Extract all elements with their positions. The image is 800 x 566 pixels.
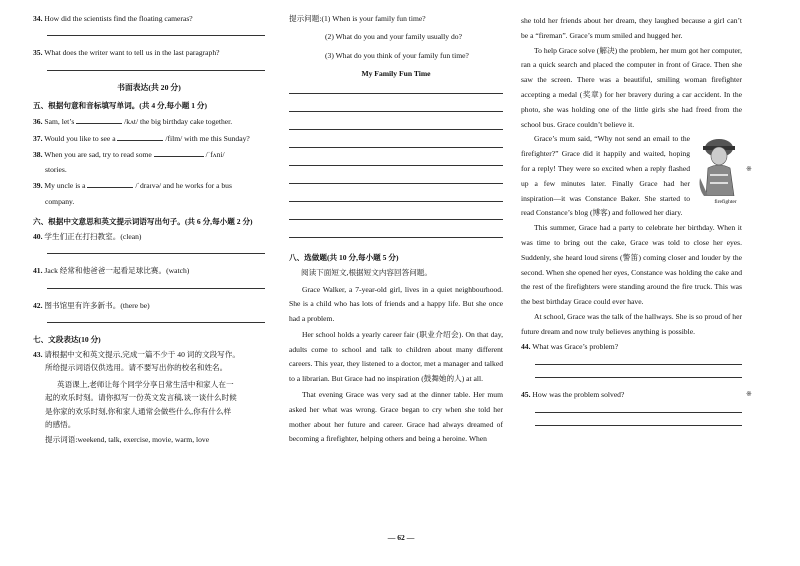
hint-question-2: (2) What do you and your family usually do? — [325, 32, 462, 42]
passage-paragraph: At school, Grace was the talk of the hallways. She is so proud of her future dream and now truly believes anything is possible. — [521, 311, 742, 336]
para-line: 的感悟。 — [45, 420, 76, 430]
section-5-heading: 五、根据句意和音标填写单词。(共 4 分,每小题 1 分) — [33, 101, 208, 111]
question-text-pre: Would you like to see a — [44, 133, 116, 143]
question-text: How was the problem solved? — [532, 389, 625, 399]
question-number: 40. — [33, 232, 43, 242]
question-number: 41. — [33, 266, 43, 276]
question-43-para — [33, 378, 265, 433]
section-6-heading: 六、根据中文意思和英文提示词语写出句子。(共 6 分,每小题 2 分) — [33, 216, 253, 226]
question-37 — [33, 134, 265, 144]
question-number: 43. — [33, 350, 43, 360]
question-text-pre: My uncle is a — [44, 181, 86, 191]
question-43-hint-words: 提示词语:weekend, talk, exercise, movie, warm, love — [45, 435, 210, 445]
question-text-post: /film/ with me this Sunday? — [165, 133, 250, 143]
essay-line[interactable] — [289, 129, 503, 130]
essay-title: My Family Fun Time — [361, 68, 431, 78]
question-number: 36. — [33, 117, 43, 127]
question-44 — [521, 342, 742, 352]
section-8-heading: 八、选做题(共 10 分,每小题 5 分) — [289, 253, 399, 262]
question-39 — [33, 181, 265, 191]
question-39-cont: company. — [45, 196, 75, 206]
essay-lines — [289, 93, 503, 238]
passage-paragraph: This summer, Grace had a party to celebrate her birthday. When it was time to bring out the cake, Grace was told to close her eyes. Suddenly, she heard loud sirens (警笛) coming closer and louder by the second. When she opened her eyes, Constance was holding the cake and the rest of the firefighters were standing around the fire truck. This was the best birthday Grace could ever have. — [521, 223, 742, 307]
question-text-post: /ˈdraɪvə/ and he works for a bus — [135, 181, 232, 191]
page-number: — 62 — — [387, 533, 415, 542]
passage-paragraph: she told her friends about her dream, they laughed because a girl can’t be a “fireman”. Grace’s mum smiled and hugged her. — [521, 16, 742, 40]
passage-paragraph-with-picture — [521, 132, 742, 221]
question-text: Jack 经常和他爸爸一起看足球比赛。(watch) — [44, 266, 190, 276]
picture-caption: firefighter — [714, 199, 737, 206]
firefighter-icon — [696, 134, 742, 196]
question-40 — [33, 232, 265, 242]
question-text: 学生们正在打扫教室。(clean) — [44, 232, 142, 242]
passage-paragraph: That evening Grace was very sad at the dinner table. Her mum asked her what was wrong. Grace began to cry when she told her mother about her future and career. Grace had always dreamed of becoming a firefighter, helping others and being a heroine. When — [289, 390, 503, 444]
question-38-cont: stories. — [45, 165, 67, 175]
fill-blank-39[interactable] — [87, 182, 133, 188]
hint-text: (1) When is your family fun time? — [321, 14, 426, 23]
question-number: 44. — [521, 341, 531, 351]
question-text: What does the writer want to tell us in the last paragraph? — [44, 48, 220, 58]
essay-line[interactable] — [289, 93, 503, 94]
para-line: 是你家的欢乐时刻,你和家人通常会做些什么,你有什么样 — [45, 406, 232, 416]
essay-line[interactable] — [289, 165, 503, 166]
margin-mark: ※ — [746, 165, 752, 173]
question-number: 45. — [521, 389, 531, 399]
answer-line-44[interactable] — [535, 377, 742, 378]
question-text-pre: When you are sad, try to read some — [44, 149, 152, 159]
passage-paragraph: Her school holds a yearly career fair (职业介绍会). On that day, adults come to school and talk to children about many different careers. This year, they listened to a doctor, met a manager and talked to a librarian. But Grace had no inspiration (鼓舞她的人) at all. — [289, 329, 503, 384]
question-text-post: /kʌt/ the big birthday cake together. — [124, 117, 233, 127]
question-35 — [33, 48, 265, 58]
firefighter-illustration — [696, 134, 742, 204]
essay-line[interactable] — [289, 111, 503, 112]
left-column — [33, 14, 265, 445]
answer-line-41[interactable] — [47, 288, 265, 289]
passage-paragraph: Grace Walker, a 7-year-old girl, lives in a quiet neighbourhood. She is a child who has lots of friends and a happy life. But she once had a problem. — [289, 284, 503, 324]
section-7-heading: 七、文段表达(10 分) — [33, 334, 101, 344]
question-43-line2: 所给提示词语仅供选用。请不要写出你的校名和姓名。 — [45, 363, 228, 373]
essay-line[interactable] — [289, 183, 503, 184]
question-number: 39. — [33, 181, 43, 191]
hint-question-3: (3) What do you think of your family fun time? — [325, 50, 469, 60]
question-text: 请根据中文和英文提示,完成一篇不少于 40 词的文段写作。 — [44, 350, 240, 360]
hint-label: 提示问题: — [289, 14, 322, 23]
margin-mark: ※ — [746, 390, 752, 398]
reading-instruction: 阅读下面短文,根据短文内容回答问题。 — [301, 268, 432, 278]
essay-line[interactable] — [289, 237, 503, 238]
question-38 — [33, 150, 265, 160]
right-column — [521, 14, 742, 438]
middle-column — [289, 14, 503, 448]
question-42 — [33, 301, 265, 311]
writing-section-title: 书面表达(共 20 分) — [117, 82, 181, 92]
para-line: 起的欢乐时刻。请你拟写一份英文发言稿,谈一谈什么时候 — [45, 393, 237, 403]
answer-line-40[interactable] — [47, 253, 265, 254]
question-45 — [521, 390, 742, 400]
question-text: How did the scientists find the floating cameras? — [44, 14, 193, 23]
question-text: 图书馆里有许多新书。(there be) — [44, 300, 150, 310]
fill-blank-37[interactable] — [117, 135, 163, 141]
question-36 — [33, 117, 265, 127]
answer-line-35[interactable] — [47, 70, 265, 71]
question-number: 42. — [33, 300, 43, 310]
hint-question-1 — [289, 14, 503, 24]
passage-paragraph: To help Grace solve (解决) the problem, her mum got her computer, ran a quick search and placed the computer in front of Grace. Then she saw the screen. There was a beautiful, smiling woman firefighter accepting a medal (奖章) for her bravery during a car accident. In the photo, she was holding one of the little girls she had freed from the school bus. Grace couldn’t believe it. — [521, 45, 742, 129]
question-number: 34. — [33, 14, 43, 23]
question-34 — [33, 14, 265, 24]
answer-line-44[interactable] — [535, 364, 742, 365]
answer-line-42[interactable] — [47, 322, 265, 323]
essay-line[interactable] — [289, 147, 503, 148]
question-number: 35. — [33, 48, 43, 58]
question-number: 37. — [33, 133, 43, 143]
para-line: 英语课上,老师让每个同学分享日常生活中和家人在一 — [57, 379, 234, 389]
fill-blank-36[interactable] — [76, 118, 122, 124]
answer-line-45[interactable] — [535, 412, 742, 413]
paragraph-text: Grace’s mum said, “Why not send an email to the firefighter?” Grace did it happily and waited, hoping for a reply! They were so excited when a reply flashed up a few minutes later. Finally Grace had her inspiration—it was Constance Baker. She started to read Constance’s blog (博客) and followed her diary. — [521, 134, 690, 218]
question-text: What was Grace’s problem? — [532, 341, 619, 351]
answer-line-45[interactable] — [535, 425, 742, 426]
answer-line-34[interactable] — [47, 35, 265, 36]
question-text-pre: Sam, let’s — [44, 117, 75, 127]
fill-blank-38[interactable] — [154, 151, 204, 157]
essay-line[interactable] — [289, 219, 503, 220]
essay-line[interactable] — [289, 201, 503, 202]
question-43 — [33, 350, 265, 360]
question-number: 38. — [33, 149, 43, 159]
question-text-post: /ˈfʌni/ — [205, 149, 225, 159]
question-41 — [33, 266, 265, 276]
